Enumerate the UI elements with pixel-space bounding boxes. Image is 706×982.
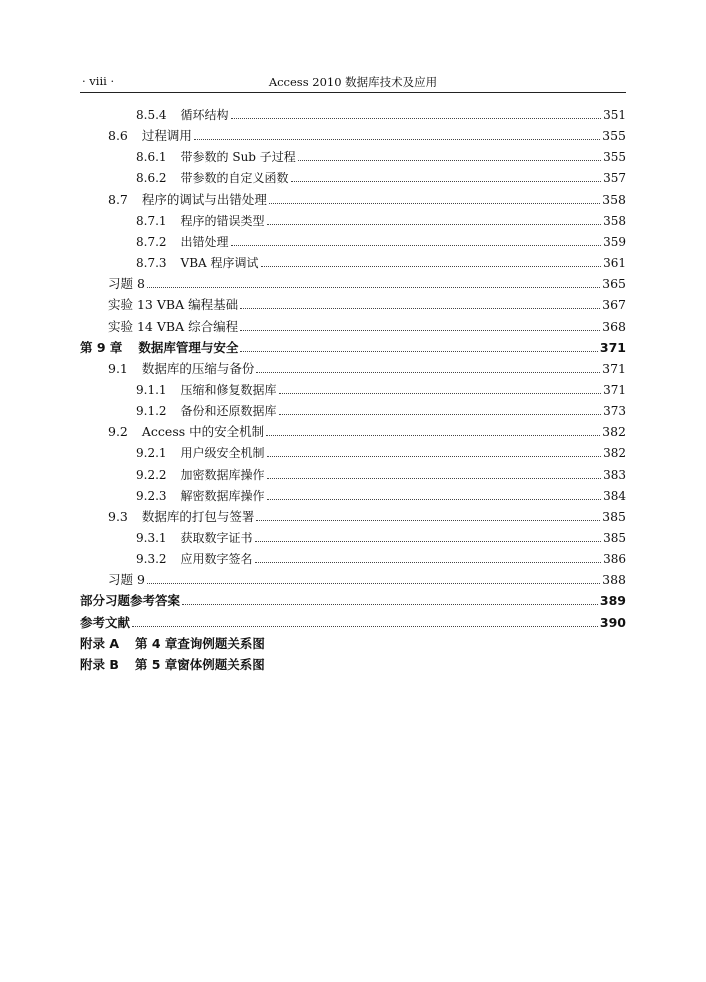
toc-entry[interactable] — [108, 274, 626, 294]
toc-entry-title: 实验 14 VBA 综合编程 — [108, 318, 239, 334]
toc-entry-page: 365 — [602, 276, 626, 292]
toc-entry-number: 9.2 — [108, 424, 128, 440]
leader-dots — [267, 486, 602, 500]
toc-entry-page: 358 — [602, 191, 626, 207]
toc-entry-page: 389 — [599, 593, 626, 609]
book-title: Access 2010 数据库技术及应用 — [268, 75, 438, 89]
toc-entry-title: 带参数的自定义函数 — [180, 171, 289, 186]
toc-entry-title: 习题 9 — [108, 572, 145, 588]
toc-entry-number: 8.6 — [108, 128, 128, 144]
toc-entry-number: 9.1.2 — [136, 404, 167, 419]
leader-dots — [194, 126, 600, 140]
toc-entry-page: 388 — [602, 572, 626, 588]
leader-dots — [266, 422, 600, 436]
toc-entry-number: 9.3.2 — [136, 552, 167, 567]
leader-dots — [240, 295, 600, 309]
toc-entry-title: 应用数字签名 — [180, 552, 253, 567]
toc-entry-number: 9.1.1 — [136, 382, 167, 397]
toc-entry[interactable] — [136, 211, 626, 231]
toc-entry-page: 357 — [603, 171, 626, 186]
toc-entry-number: 9.2.1 — [136, 446, 167, 461]
toc-entry-title: 程序的调试与出错处理 — [141, 191, 267, 207]
leader-dots — [132, 613, 598, 627]
toc-entry-title: 用户级安全机制 — [180, 446, 265, 461]
leader-dots — [269, 190, 600, 204]
toc-entry-number: 9.3 — [108, 508, 128, 524]
toc-entry-title: 带参数的 Sub 子过程 — [180, 150, 296, 165]
toc-entry-number: 8.5.4 — [136, 108, 167, 122]
toc-entry[interactable] — [136, 528, 626, 548]
toc-entry-page: 371 — [603, 382, 626, 397]
toc-entry-number: 附录 B — [80, 656, 119, 672]
toc-entry-page: 359 — [603, 234, 626, 249]
toc-entry[interactable] — [80, 338, 626, 358]
toc-entry-title: 获取数字证书 — [180, 531, 253, 545]
leader-dots — [279, 401, 602, 415]
page-number: · viii · — [82, 74, 115, 88]
toc-entry[interactable] — [136, 549, 626, 569]
toc-entry-title: 第 5 章窗体例题关系图 — [134, 656, 265, 672]
toc-entry-page: 385 — [603, 531, 626, 545]
toc-entry-page: 390 — [599, 614, 626, 630]
toc-entry-title: 数据库管理与安全 — [138, 339, 239, 355]
toc-entry[interactable] — [136, 168, 626, 188]
toc-entry-title: 部分习题参考答案 — [80, 593, 181, 609]
toc-entry-page: 383 — [603, 467, 626, 482]
leader-dots — [240, 317, 600, 331]
leader-dots — [267, 465, 602, 479]
toc-entry[interactable] — [80, 634, 265, 654]
leader-dots — [256, 359, 600, 373]
toc-entry-page: 355 — [603, 150, 626, 165]
leader-dots — [267, 211, 602, 225]
toc-entry-page: 358 — [603, 213, 626, 228]
toc-entry[interactable] — [108, 570, 626, 590]
toc-entry-title: 第 4 章查询例题关系图 — [135, 635, 265, 651]
toc-entry[interactable] — [136, 380, 626, 400]
toc-entry-title: 数据库的压缩与备份 — [141, 360, 255, 376]
toc-entry-title: 程序的错误类型 — [180, 213, 265, 228]
toc-entry-page: 368 — [602, 318, 626, 334]
toc-entry-title: 习题 8 — [108, 276, 145, 292]
toc-entry[interactable] — [136, 105, 626, 125]
toc-entry[interactable] — [136, 232, 626, 252]
toc-entry[interactable] — [136, 443, 626, 463]
leader-dots — [291, 168, 602, 182]
toc-entry[interactable] — [136, 147, 626, 167]
toc-entry[interactable] — [80, 591, 626, 611]
toc-entry-number: 9.1 — [108, 360, 128, 376]
toc-entry-page: 351 — [603, 108, 626, 122]
toc-entry-title: 数据库的打包与签署 — [141, 508, 255, 524]
toc-entry[interactable] — [80, 613, 626, 633]
toc-entry-page: 371 — [599, 339, 626, 355]
toc-entry[interactable] — [108, 190, 626, 210]
toc-entry[interactable] — [136, 401, 626, 421]
toc-entry-page: 355 — [602, 128, 626, 144]
toc-entry-page: 367 — [602, 297, 626, 313]
toc-entry-title: 出错处理 — [180, 234, 229, 249]
toc-entry-title: 过程调用 — [141, 128, 192, 144]
toc-entry-number: 9.3.1 — [136, 531, 167, 545]
toc-entry-title: 压缩和修复数据库 — [180, 382, 277, 397]
leader-dots — [231, 105, 602, 119]
leader-dots — [261, 253, 602, 267]
leader-dots — [256, 507, 600, 521]
toc-entry-page: 384 — [603, 488, 626, 503]
toc-entry-title: 循环结构 — [180, 108, 229, 122]
toc-entry-page: 386 — [603, 552, 626, 567]
toc-entry-number: 9.2.3 — [136, 488, 167, 503]
leader-dots — [147, 274, 600, 288]
toc-entry[interactable] — [136, 465, 626, 485]
toc-entry[interactable] — [80, 655, 265, 675]
leader-dots — [279, 380, 602, 394]
leader-dots — [240, 338, 597, 352]
toc-entry-page: 373 — [603, 404, 626, 419]
toc-entry-number: 8.7 — [108, 191, 128, 207]
toc-entry-title: Access 中的安全机制 — [141, 424, 265, 440]
toc-entry-number: 8.6.2 — [136, 171, 167, 186]
toc-entry-number: 9.2.2 — [136, 467, 167, 482]
toc-entry[interactable] — [108, 359, 626, 379]
toc-entry-number: 8.6.1 — [136, 150, 167, 165]
leader-dots — [255, 528, 602, 542]
toc-entry-title: 解密数据库操作 — [180, 488, 265, 503]
toc-entry-title: VBA 程序调试 — [180, 256, 259, 271]
leader-dots — [298, 147, 601, 161]
toc-entry[interactable] — [136, 486, 626, 506]
toc-entry[interactable] — [108, 126, 626, 146]
toc-entry-number: 8.7.1 — [136, 213, 167, 228]
leader-dots — [231, 232, 602, 246]
toc-entry-page: 361 — [603, 256, 626, 271]
toc-entry-page: 371 — [602, 360, 626, 376]
toc-entry[interactable] — [108, 422, 626, 442]
leader-dots — [267, 443, 602, 457]
toc-entry-title: 加密数据库操作 — [180, 467, 265, 482]
leader-dots — [255, 549, 602, 563]
toc-entry-page: 382 — [602, 424, 626, 440]
toc-entry-title: 实验 13 VBA 编程基础 — [108, 297, 239, 313]
running-header — [80, 70, 626, 93]
toc-entry-page: 385 — [602, 508, 626, 524]
toc-entry-number: 8.7.2 — [136, 234, 167, 249]
leader-dots — [147, 570, 600, 584]
toc-entry-page: 382 — [603, 446, 626, 461]
toc-entry[interactable] — [108, 295, 626, 315]
toc-entry-title: 参考文献 — [80, 614, 131, 630]
toc-entry-number: 8.7.3 — [136, 256, 167, 271]
toc-entry[interactable] — [136, 253, 626, 273]
toc-entry-title: 备份和还原数据库 — [180, 404, 277, 419]
toc-entry-number: 附录 A — [80, 635, 120, 651]
leader-dots — [182, 591, 598, 605]
toc-entry[interactable] — [108, 507, 626, 527]
toc-entry[interactable] — [108, 317, 626, 337]
toc-entry-number: 第 9 章 — [80, 339, 123, 355]
